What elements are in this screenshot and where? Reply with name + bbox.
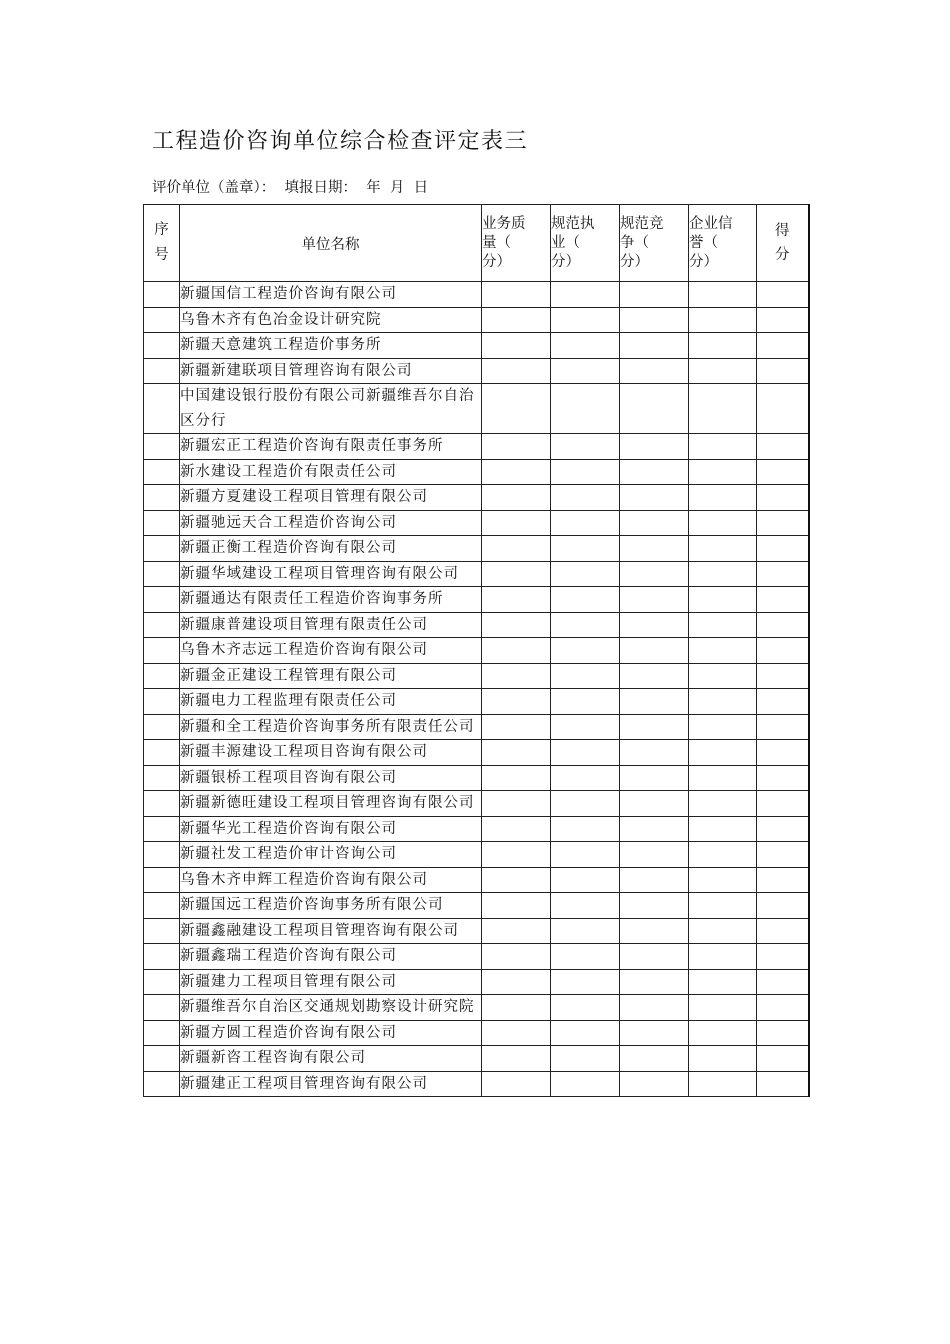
enterprise-credit-cell [689,384,757,434]
standard-competition-cell [620,434,689,460]
business-quality-cell [482,918,551,944]
standard-practice-cell [551,536,620,562]
enterprise-credit-cell [689,663,757,689]
standard-practice-cell [551,918,620,944]
serial-cell [144,1071,180,1097]
standard-competition-cell [620,765,689,791]
serial-cell [144,459,180,485]
table-row [144,307,809,333]
table-row [144,536,809,562]
enterprise-credit-cell [689,1020,757,1046]
unit-name-cell: 新疆社发工程造价审计咨询公司 [180,842,482,868]
total-score-cell [757,587,809,613]
total-score-cell [757,307,809,333]
enterprise-credit-cell [689,485,757,511]
enterprise-credit-cell [689,893,757,919]
standard-practice-cell [551,384,620,434]
business-quality-cell [482,765,551,791]
standard-competition-cell [620,587,689,613]
unit-name-cell: 新疆宏正工程造价咨询有限责任事务所 [180,434,482,460]
table-row [144,765,809,791]
header-business-quality-text: 业务质 量（ 分） [482,215,526,270]
total-score-cell [757,995,809,1021]
table-row [144,867,809,893]
standard-competition-cell [620,638,689,664]
table-row [144,561,809,587]
total-score-cell [757,689,809,715]
table-row [144,434,809,460]
header-standard-practice-text: 规范执 业（ 分） [551,215,595,270]
serial-cell [144,969,180,995]
enterprise-credit-cell [689,842,757,868]
business-quality-cell [482,1020,551,1046]
table-row [144,893,809,919]
unit-name-cell: 新疆正衡工程造价咨询有限公司 [180,536,482,562]
standard-practice-cell [551,333,620,359]
serial-cell [144,561,180,587]
business-quality-cell [482,459,551,485]
unit-name-cell: 新疆丰源建设工程项目咨询有限公司 [180,740,482,766]
total-score-cell [757,459,809,485]
unit-name-cell: 新疆天意建筑工程造价事务所 [180,333,482,359]
header-enterprise-credit-text: 企业信 誉（ 分） [689,215,733,270]
unit-name-cell: 新疆建正工程项目管理咨询有限公司 [180,1071,482,1097]
standard-competition-cell [620,1071,689,1097]
table-row [144,282,809,308]
standard-practice-cell [551,791,620,817]
business-quality-cell [482,434,551,460]
enterprise-credit-cell [689,459,757,485]
enterprise-credit-cell [689,765,757,791]
unit-name-cell: 新疆驰远天合工程造价咨询公司 [180,510,482,536]
business-quality-cell [482,612,551,638]
serial-cell [144,791,180,817]
enterprise-credit-cell [689,638,757,664]
standard-competition-cell [620,282,689,308]
business-quality-cell [482,282,551,308]
serial-cell [144,358,180,384]
business-quality-cell [482,1071,551,1097]
standard-competition-cell [620,510,689,536]
business-quality-cell [482,587,551,613]
unit-name-cell: 乌鲁木齐申辉工程造价咨询有限公司 [180,867,482,893]
total-score-cell [757,1071,809,1097]
enterprise-credit-cell [689,714,757,740]
total-score-cell [757,816,809,842]
serial-cell [144,740,180,766]
unit-name-cell: 新疆建力工程项目管理有限公司 [180,969,482,995]
total-score-cell [757,510,809,536]
serial-cell [144,918,180,944]
serial-cell [144,1046,180,1072]
standard-practice-cell [551,969,620,995]
serial-cell [144,485,180,511]
standard-practice-cell [551,867,620,893]
standard-competition-cell [620,791,689,817]
standard-competition-cell [620,485,689,511]
table-row [144,816,809,842]
unit-name-cell: 新疆和全工程造价咨询事务所有限责任公司 [180,714,482,740]
enterprise-credit-cell [689,867,757,893]
table-row [144,1071,809,1097]
header-standard-practice [551,205,620,282]
standard-practice-cell [551,459,620,485]
unit-name-cell: 新疆华域建设工程项目管理咨询有限公司 [180,561,482,587]
serial-cell [144,816,180,842]
table-row [144,740,809,766]
enterprise-credit-cell [689,282,757,308]
enterprise-credit-cell [689,612,757,638]
evaluation-table [143,204,810,1097]
table-row [144,689,809,715]
standard-competition-cell [620,995,689,1021]
total-score-cell [757,842,809,868]
serial-cell [144,893,180,919]
total-score-cell [757,765,809,791]
standard-competition-cell [620,561,689,587]
standard-competition-cell [620,714,689,740]
unit-name-cell: 新水建设工程造价有限责任公司 [180,459,482,485]
standard-practice-cell [551,307,620,333]
standard-competition-cell [620,1046,689,1072]
unit-name-cell: 乌鲁木齐有色冶金设计研究院 [180,307,482,333]
standard-practice-cell [551,612,620,638]
unit-name-cell: 新疆电力工程监理有限责任公司 [180,689,482,715]
standard-competition-cell [620,842,689,868]
enterprise-credit-cell [689,995,757,1021]
standard-practice-cell [551,1020,620,1046]
standard-practice-cell [551,434,620,460]
business-quality-cell [482,333,551,359]
enterprise-credit-cell [689,689,757,715]
business-quality-cell [482,969,551,995]
business-quality-cell [482,893,551,919]
total-score-cell [757,867,809,893]
table-row [144,842,809,868]
standard-practice-cell [551,765,620,791]
business-quality-cell [482,816,551,842]
standard-competition-cell [620,944,689,970]
unit-name-cell: 新疆维吾尔自治区交通规划勘察设计研究院 [180,995,482,1021]
standard-practice-cell [551,689,620,715]
table-row [144,995,809,1021]
table-body [144,282,809,1097]
unit-name-cell: 新疆金正建设工程管理有限公司 [180,663,482,689]
total-score-cell [757,434,809,460]
serial-cell [144,1020,180,1046]
standard-practice-cell [551,714,620,740]
standard-competition-cell [620,384,689,434]
serial-cell [144,612,180,638]
total-score-cell [757,561,809,587]
unit-name-cell: 新疆康普建设项目管理有限责任公司 [180,612,482,638]
enterprise-credit-cell [689,969,757,995]
business-quality-cell [482,663,551,689]
total-score-cell [757,893,809,919]
total-score-cell [757,333,809,359]
table-row [144,969,809,995]
business-quality-cell [482,867,551,893]
enterprise-credit-cell [689,510,757,536]
unit-name-cell: 新疆方圆工程造价咨询有限公司 [180,1020,482,1046]
unit-name-cell: 新疆银桥工程项目咨询有限公司 [180,765,482,791]
enterprise-credit-cell [689,358,757,384]
standard-competition-cell [620,536,689,562]
total-score-cell [757,384,809,434]
standard-practice-cell [551,587,620,613]
enterprise-credit-cell [689,918,757,944]
business-quality-cell [482,485,551,511]
business-quality-cell [482,689,551,715]
header-serial-number-text: 序 号 [154,222,169,263]
standard-practice-cell [551,944,620,970]
standard-practice-cell [551,816,620,842]
business-quality-cell [482,740,551,766]
serial-cell [144,663,180,689]
unit-name-cell: 新疆新建联项目管理咨询有限公司 [180,358,482,384]
business-quality-cell [482,995,551,1021]
standard-competition-cell [620,918,689,944]
enterprise-credit-cell [689,536,757,562]
table-row [144,714,809,740]
unit-name-cell: 新疆新德旺建设工程项目管理咨询有限公司 [180,791,482,817]
enterprise-credit-cell [689,740,757,766]
serial-cell [144,587,180,613]
unit-name-cell: 新疆方夏建设工程项目管理有限公司 [180,485,482,511]
serial-cell [144,434,180,460]
total-score-cell [757,485,809,511]
table-row [144,918,809,944]
enterprise-credit-cell [689,1046,757,1072]
header-unit-name-text: 单位名称 [301,236,360,253]
table-row [144,612,809,638]
standard-competition-cell [620,333,689,359]
enterprise-credit-cell [689,333,757,359]
table-row [144,944,809,970]
standard-competition-cell [620,816,689,842]
unit-name-cell: 新疆新咨工程咨询有限公司 [180,1046,482,1072]
business-quality-cell [482,714,551,740]
standard-competition-cell [620,612,689,638]
table-row [144,663,809,689]
serial-cell [144,714,180,740]
standard-practice-cell [551,663,620,689]
total-score-cell [757,1046,809,1072]
table-row [144,638,809,664]
standard-practice-cell [551,995,620,1021]
total-score-cell [757,1020,809,1046]
standard-competition-cell [620,459,689,485]
serial-cell [144,689,180,715]
standard-practice-cell [551,358,620,384]
table-header-row [144,205,809,282]
enterprise-credit-cell [689,587,757,613]
total-score-cell [757,918,809,944]
enterprise-credit-cell [689,1071,757,1097]
unit-name-cell: 中国建设银行股份有限公司新疆维吾尔自治区分行 [180,384,482,434]
standard-competition-cell [620,689,689,715]
header-total-score-text: 得 分 [775,223,790,263]
total-score-cell [757,791,809,817]
enterprise-credit-cell [689,434,757,460]
enterprise-credit-cell [689,307,757,333]
standard-competition-cell [620,740,689,766]
standard-practice-cell [551,561,620,587]
table-row [144,791,809,817]
standard-competition-cell [620,1020,689,1046]
serial-cell [144,842,180,868]
unit-name-cell: 新疆鑫瑞工程造价咨询有限公司 [180,944,482,970]
standard-practice-cell [551,510,620,536]
standard-competition-cell [620,358,689,384]
serial-cell [144,867,180,893]
unit-name-cell: 新疆国信工程造价咨询有限公司 [180,282,482,308]
total-score-cell [757,663,809,689]
serial-cell [144,384,180,434]
header-enterprise-credit [689,205,757,282]
serial-cell [144,765,180,791]
total-score-cell [757,612,809,638]
header-unit-name [180,205,482,282]
standard-competition-cell [620,867,689,893]
table-row [144,333,809,359]
table-row [144,485,809,511]
serial-cell [144,333,180,359]
header-business-quality [482,205,551,282]
unit-name-cell: 新疆国远工程造价咨询事务所有限公司 [180,893,482,919]
report-meta-line: 评价单位（盖章）： 填报日期： 年 月 日 [152,180,429,196]
total-score-cell [757,740,809,766]
serial-cell [144,536,180,562]
total-score-cell [757,969,809,995]
business-quality-cell [482,791,551,817]
table-row [144,358,809,384]
header-standard-competition [620,205,689,282]
total-score-cell [757,536,809,562]
business-quality-cell [482,638,551,664]
business-quality-cell [482,536,551,562]
page-title: 工程造价咨询单位综合检查评定表三 [152,129,529,154]
standard-practice-cell [551,638,620,664]
standard-practice-cell [551,1046,620,1072]
serial-cell [144,944,180,970]
total-score-cell [757,358,809,384]
enterprise-credit-cell [689,791,757,817]
standard-practice-cell [551,893,620,919]
table-row [144,459,809,485]
table-row [144,587,809,613]
header-serial-number [144,205,180,282]
standard-practice-cell [551,740,620,766]
business-quality-cell [482,384,551,434]
serial-cell [144,282,180,308]
enterprise-credit-cell [689,944,757,970]
enterprise-credit-cell [689,561,757,587]
standard-competition-cell [620,893,689,919]
standard-practice-cell [551,282,620,308]
total-score-cell [757,638,809,664]
business-quality-cell [482,510,551,536]
business-quality-cell [482,842,551,868]
standard-competition-cell [620,663,689,689]
standard-competition-cell [620,307,689,333]
business-quality-cell [482,358,551,384]
total-score-cell [757,282,809,308]
business-quality-cell [482,561,551,587]
enterprise-credit-cell [689,816,757,842]
serial-cell [144,307,180,333]
total-score-cell [757,944,809,970]
table-row [144,384,809,434]
unit-name-cell: 新疆华光工程造价咨询有限公司 [180,816,482,842]
serial-cell [144,995,180,1021]
unit-name-cell: 新疆通达有限责任工程造价咨询事务所 [180,587,482,613]
total-score-cell [757,714,809,740]
business-quality-cell [482,944,551,970]
serial-cell [144,638,180,664]
unit-name-cell: 新疆鑫融建设工程项目管理咨询有限公司 [180,918,482,944]
standard-practice-cell [551,1071,620,1097]
table-row [144,510,809,536]
header-total-score [757,205,809,282]
standard-practice-cell [551,842,620,868]
standard-practice-cell [551,485,620,511]
header-standard-competition-text: 规范竞 争（ 分） [620,215,664,270]
serial-cell [144,510,180,536]
standard-competition-cell [620,969,689,995]
table-row [144,1020,809,1046]
unit-name-cell: 乌鲁木齐志远工程造价咨询有限公司 [180,638,482,664]
table-row [144,1046,809,1072]
business-quality-cell [482,1046,551,1072]
business-quality-cell [482,307,551,333]
